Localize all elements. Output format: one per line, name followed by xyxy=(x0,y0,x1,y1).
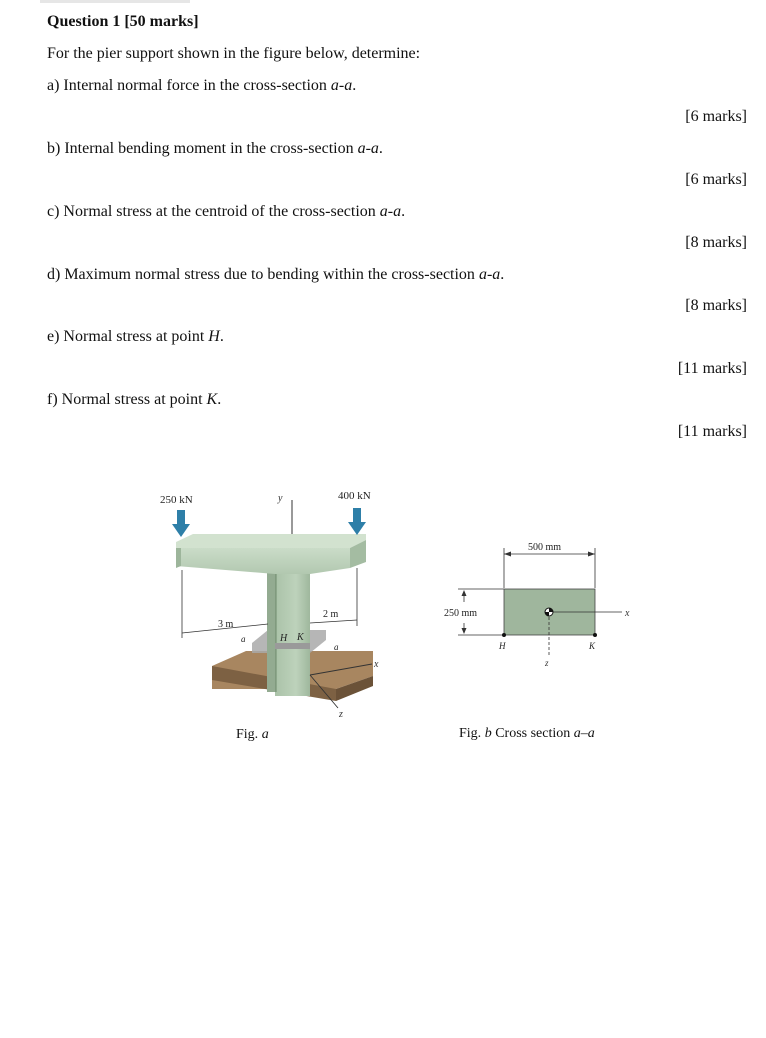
width-arrow-right xyxy=(588,552,595,557)
part-f-marks: [11 marks] xyxy=(677,423,747,440)
section-label-H: H xyxy=(499,641,506,651)
load-arrow-right xyxy=(348,508,366,535)
dim-right-label: 2 m xyxy=(323,609,339,620)
question-intro: For the pier support shown in the figure below, determine: xyxy=(47,45,421,62)
height-dim-label: 250 mm xyxy=(444,608,478,619)
part-b-italic: a-a xyxy=(357,140,379,157)
part-e xyxy=(47,328,224,346)
part-c-italic: a-a xyxy=(379,203,402,220)
part-e-marks: [11 marks] xyxy=(677,360,747,377)
part-e-end: . xyxy=(219,328,224,345)
part-d-end: . xyxy=(500,266,505,283)
dim-right-line xyxy=(310,620,357,623)
part-b-end: . xyxy=(378,140,383,157)
fig-b-caption-mid: Cross section xyxy=(491,726,574,741)
part-d-text: d) Maximum normal stress due to bending within the cross-section xyxy=(47,266,479,283)
width-dim-label: 500 mm xyxy=(528,542,562,553)
part-c-text: c) Normal stress at the centroid of the cross-section xyxy=(47,203,380,220)
centroid-icon xyxy=(545,608,553,616)
dim-left-label: 3 m xyxy=(218,619,234,630)
cap-beam-front xyxy=(176,548,350,574)
section-label-z: z xyxy=(545,658,549,668)
pier-column-side xyxy=(267,570,276,692)
part-d-italic: a-a xyxy=(478,266,501,283)
load-left-label: 250 kN xyxy=(160,494,193,506)
load-arrow-left xyxy=(172,510,190,537)
part-d xyxy=(47,266,504,284)
fig-a-caption xyxy=(236,727,269,742)
part-a xyxy=(47,77,356,95)
cap-beam-top xyxy=(176,534,366,548)
fig-b-caption xyxy=(459,726,595,741)
question-title: Question 1 [50 marks] xyxy=(47,13,199,30)
part-b-marks: [6 marks] xyxy=(685,171,747,188)
label-H: H xyxy=(280,633,288,644)
label-x: x xyxy=(374,659,379,670)
label-z: z xyxy=(339,709,343,720)
load-right-label: 400 kN xyxy=(338,490,371,502)
part-a-end: . xyxy=(352,77,357,94)
part-c-marks: [8 marks] xyxy=(685,234,747,251)
figures xyxy=(0,470,766,760)
cap-beam-left-end xyxy=(176,548,181,568)
part-f-end: . xyxy=(217,391,222,408)
fig-b-caption-end: a–a xyxy=(573,726,595,741)
point-H xyxy=(502,633,506,637)
section-label-x: x xyxy=(625,608,630,619)
part-f-text: f) Normal stress at point xyxy=(47,391,207,408)
label-a-left: a xyxy=(241,634,246,644)
point-K xyxy=(593,633,597,637)
label-a-right: a xyxy=(334,642,339,652)
label-K: K xyxy=(297,632,304,643)
fig-b-caption-it: b xyxy=(484,726,492,741)
label-y: y xyxy=(278,493,283,504)
height-arrow-bottom xyxy=(462,628,467,634)
pier-column xyxy=(275,566,310,696)
fig-a-caption-pre: Fig. xyxy=(236,727,262,742)
part-f xyxy=(47,391,221,409)
width-arrow-left xyxy=(504,552,511,557)
part-a-italic: a-a xyxy=(330,77,353,94)
part-a-text: a) Internal normal force in the cross-section xyxy=(47,77,331,94)
fig-b-caption-pre: Fig. xyxy=(459,726,485,741)
top-divider xyxy=(40,0,190,3)
part-e-italic: H xyxy=(208,328,220,345)
part-b-text: b) Internal bending moment in the cross-section xyxy=(47,140,358,157)
part-f-italic: K xyxy=(206,391,218,408)
part-c xyxy=(47,203,405,221)
part-e-text: e) Normal stress at point xyxy=(47,328,209,345)
height-arrow-top xyxy=(462,590,467,596)
part-d-marks: [8 marks] xyxy=(685,297,747,314)
fig-a-caption-it: a xyxy=(261,727,269,742)
section-label-K: K xyxy=(589,641,596,651)
part-b xyxy=(47,140,383,158)
part-c-end: . xyxy=(401,203,406,220)
fig-a xyxy=(160,490,379,742)
fig-b xyxy=(444,542,630,741)
part-a-marks: [6 marks] xyxy=(685,108,747,125)
